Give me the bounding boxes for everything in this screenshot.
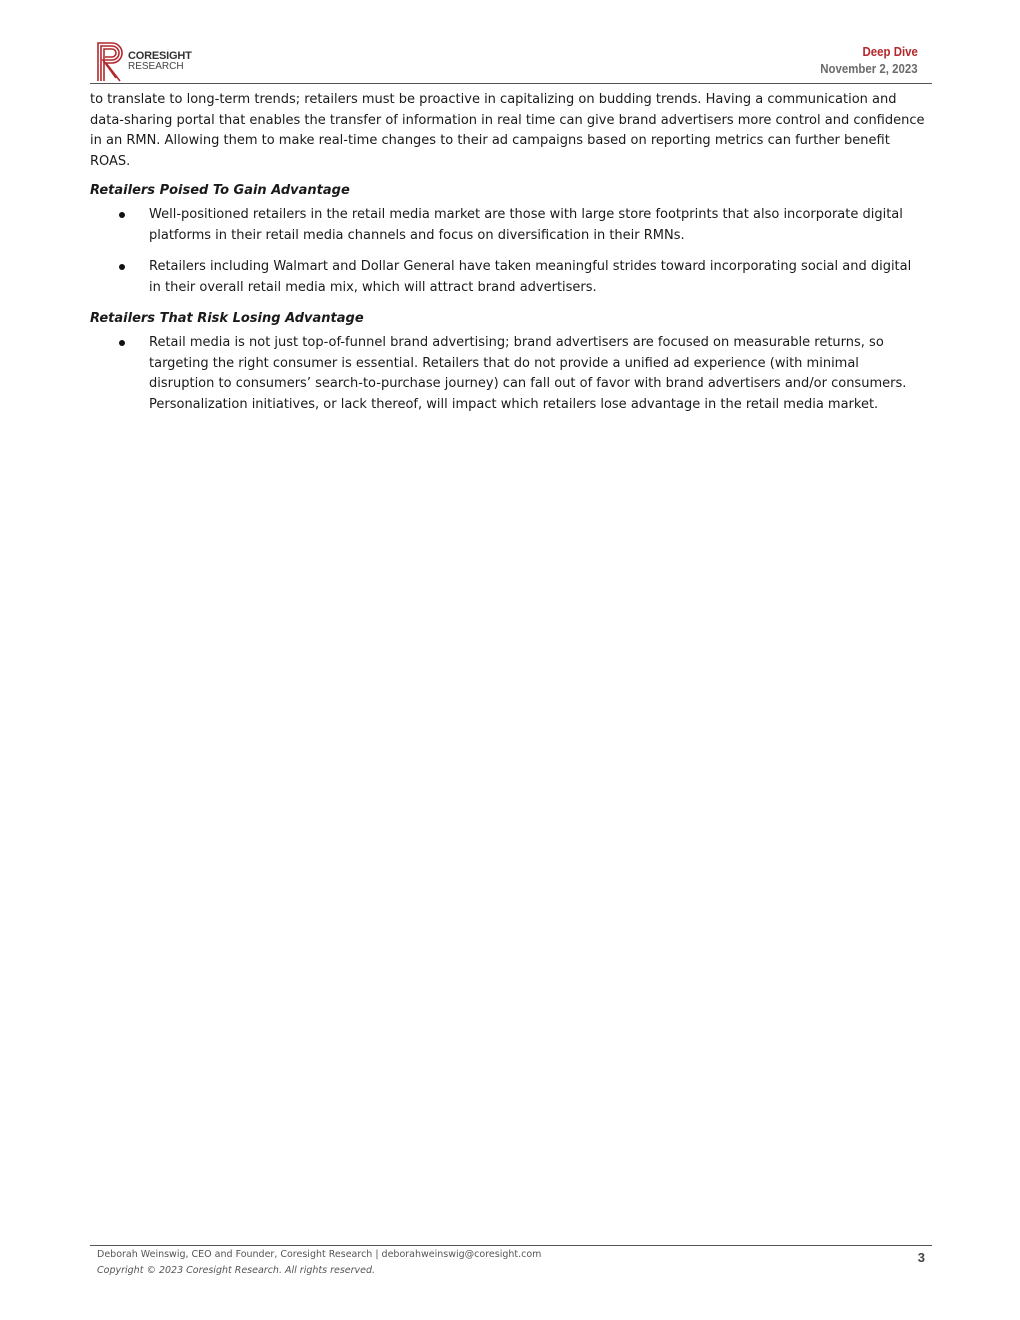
intro-paragraph: to translate to long-term trends; retailers must be proactive in capitalizing on budding trends. Having a communication and data-sharing portal that enables the transfer of information in real time can give brand advertisers more control and confidence in an RMN. Allowing them to make real-time changes to their ad campaigns based on reporting metrics can further benefit ROAS. — [90, 92, 925, 169]
list-item-text: Well-positioned retailers in the retail media market are those with large store footprints that also incorporate digital platforms in their retail media channels and focus on diversification in their RMNs. — [149, 207, 903, 243]
page-header — [90, 38, 932, 84]
bullet-icon — [119, 340, 125, 346]
footer-author: Deborah Weinswig, CEO and Founder, Coresight Research | deborahweinswig@coresight.com — [97, 1249, 542, 1260]
footer-copyright: Copyright © 2023 Coresight Research. All rights reserved. — [97, 1265, 376, 1276]
coresight-logo-icon — [96, 40, 126, 82]
document-body — [90, 90, 932, 426]
bullet-icon — [119, 212, 125, 218]
bullet-icon — [119, 264, 125, 270]
bullet-list-lose — [90, 333, 932, 415]
section-heading-gain: Retailers Poised To Gain Advantage — [90, 183, 350, 198]
list-item-text: Retailers including Walmart and Dollar General have taken meaningful strides toward incorporating social and digital in their overall retail media mix, which will attract brand advertisers. — [149, 259, 912, 295]
footer-divider — [90, 1245, 932, 1246]
coresight-logo — [96, 40, 196, 82]
list-item — [90, 205, 932, 246]
logo-name: CORESIGHT — [128, 50, 192, 62]
section-heading-lose: Retailers That Risk Losing Advantage — [90, 311, 364, 326]
list-item — [90, 257, 932, 298]
list-item — [90, 333, 932, 415]
list-item-text: Retail media is not just top-of-funnel brand advertising; brand advertisers are focused on measurable returns, so targeting the right consumer is essential. Retailers that do not provide a unified ad experience (with minimal disruption to consumers’ search-to-purchase journey) can fall out of favor with brand advertisers and/or consumers. Personalization initiatives, or lack thereof, will impact which retailers lose advantage in the retail media market. — [149, 335, 907, 412]
document-type: Deep Dive — [862, 44, 918, 59]
document-date: November 2, 2023 — [820, 61, 918, 76]
logo-subtitle: RESEARCH — [128, 61, 184, 72]
header-divider — [90, 83, 932, 84]
page-number: 3 — [917, 1250, 925, 1265]
bullet-list-gain — [90, 205, 932, 298]
